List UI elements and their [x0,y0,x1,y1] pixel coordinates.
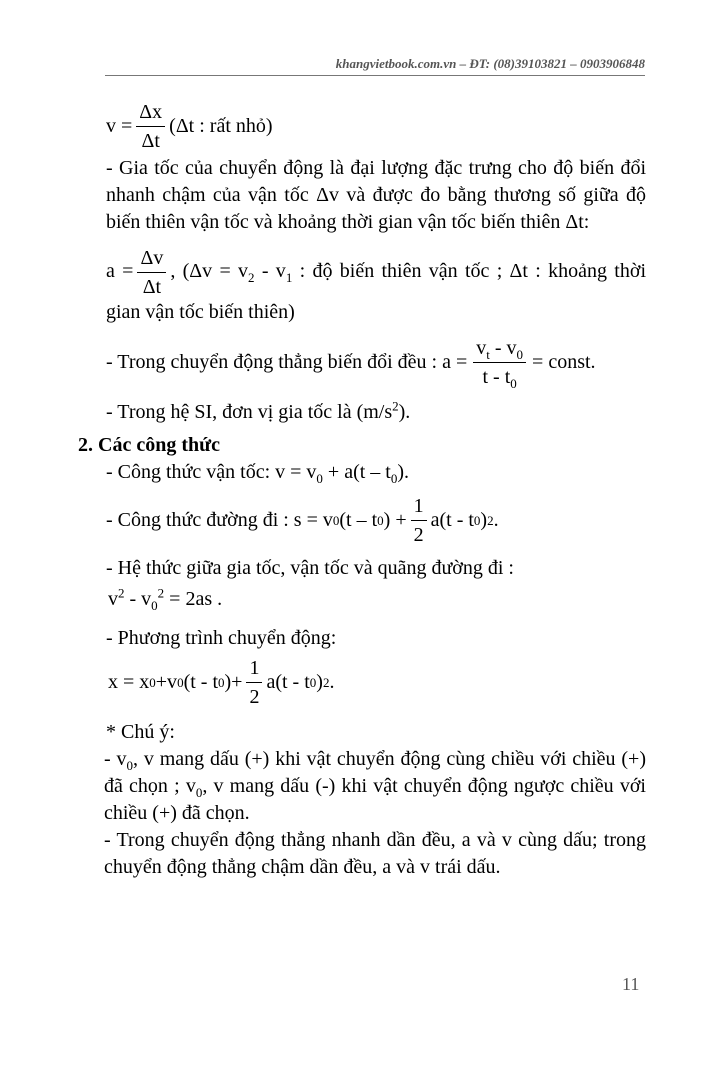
formula-text: ) [316,671,323,693]
symbol: v [108,588,118,610]
formula-text: . [329,671,335,693]
superscript: 2 [118,585,125,601]
fraction-denominator: 2 [413,524,424,546]
section-title: 2. Các công thức [78,434,220,456]
formula-text: x = x [108,671,150,693]
uniform-acceleration-fraction [473,336,526,389]
formula-text: + a(t – t [322,461,391,483]
page-number: 11 [622,974,640,994]
subscript: 0 [316,471,323,486]
formula-text: - Công thức vận tốc: v = v [106,461,317,483]
formula-text: )+ [224,671,243,693]
formula-text: ) [480,509,488,531]
si-unit-text: - Trong hệ SI, đơn vị gia tốc là (m/s [106,401,393,423]
half-fraction [411,494,427,547]
page-header: khangvietbook.com.vn – ĐT: (08)39103821 – 0903906848 [335,56,645,71]
acceleration-fraction [137,246,166,299]
symbol: v [476,337,487,359]
subscript: 0 [516,347,524,362]
fraction-denominator: Δt [142,276,162,298]
formula-text: - Công thức đường đi : s = v [106,509,333,531]
note-text: , v mang dấu (+) khi vật chuyển động cùng chiều với chiều (+) đã chọn ; v [104,748,646,797]
header-divider [105,75,645,76]
subscript: 1 [285,270,293,286]
formula-text: (t - t [183,671,218,693]
acceleration-formula [106,246,646,326]
velocity-fraction [136,100,165,153]
fraction-numerator: 1 [246,656,262,683]
subscript: 0 [151,598,158,613]
acceleration-note: , (Δv = v [170,260,249,283]
formula-text: a(t - t [430,509,474,531]
velocity-formula [106,100,646,153]
superscript: 2 [392,398,399,414]
formula-text: +v [155,671,178,693]
fraction-numerator: 1 [411,494,427,521]
fraction-numerator: Δv [137,246,166,273]
note-line-2: - Trong chuyển động thẳng nhanh dần đều, a và v cùng dấu; trong chuyển động thẳng chậm dần đều, a và v trái dấu. [104,829,646,878]
fraction-denominator: Δt [141,130,160,152]
motion-equation-label: - Phương trình chuyển động: [106,627,337,649]
formula-text: (t – t [339,509,378,531]
symbol: - v [124,588,152,610]
subscript: 2 [248,270,255,286]
fraction-denominator: 2 [249,686,260,708]
note-line-1 [104,746,646,827]
symbol: - v [489,337,517,359]
distance-law: - Công thức đường đi : s = v 0 (t – t 0 ) + $\frac{1}{2}$ a(t - t 0 ) 2 . [106,495,499,546]
fraction-denominator [480,363,520,389]
symbol: t - t [482,366,511,388]
note-title: * Chú ý: [106,721,175,743]
velocity-note: (Δt : rất nhỏ) [169,115,273,137]
velocity-law [106,459,646,486]
acceleration-note: - v [254,260,286,283]
subscript: t [486,347,490,362]
fraction-numerator: Δx [136,100,165,127]
uniform-acceleration [106,336,646,389]
relation-formula [108,586,646,613]
half-fraction [246,656,262,709]
motion-equation: x = x 0 +v 0 (t - t 0 )+ $\frac{1}{2}$ a(t - t 0 ) 2 . [108,657,335,708]
subscript: 0 [510,376,517,391]
formula-text: a(t - t [266,671,310,693]
uniform-acceleration-tail: = const. [532,351,596,373]
acceleration-definition: - Gia tốc của chuyển động là đại lượng đặc trưng cho độ biến đổi nhanh chậm của vận tốc Δv và được đo bằng thương số giữa độ biến thiên vận tốc và khoảng thời gian vận tốc biến thiên Δt: [106,157,646,233]
formula-text: ). [397,461,410,483]
acceleration-note: : độ biến thiên vận tốc ; Δt : khoảng thời gian vận tốc biến thiên) [106,260,646,323]
uniform-acceleration-text: - Trong chuyển động thẳng biến đổi đều : a = [106,351,468,373]
relation-label: - Hệ thức giữa gia tốc, vận tốc và quãng đường đi : [106,557,514,579]
note-text: , v mang dấu (-) khi vật chuyển động ngược chiều với chiều (+) đã chọn. [104,775,646,824]
formula-text: . [493,509,499,531]
subscript: 0 [195,785,203,800]
si-unit-line [106,399,646,426]
superscript: 2 [157,585,165,601]
note-text: - v [104,748,127,770]
symbol: = 2as . [164,588,223,610]
page-content [78,100,646,881]
acceleration-lhs: a = [106,260,134,283]
si-unit-text: ). [398,401,411,423]
subscript: 0 [126,758,134,773]
fraction-numerator [473,336,526,363]
subscript: 0 [390,471,398,486]
formula-text: ) + [383,509,407,531]
velocity-lhs: v = [106,115,133,137]
